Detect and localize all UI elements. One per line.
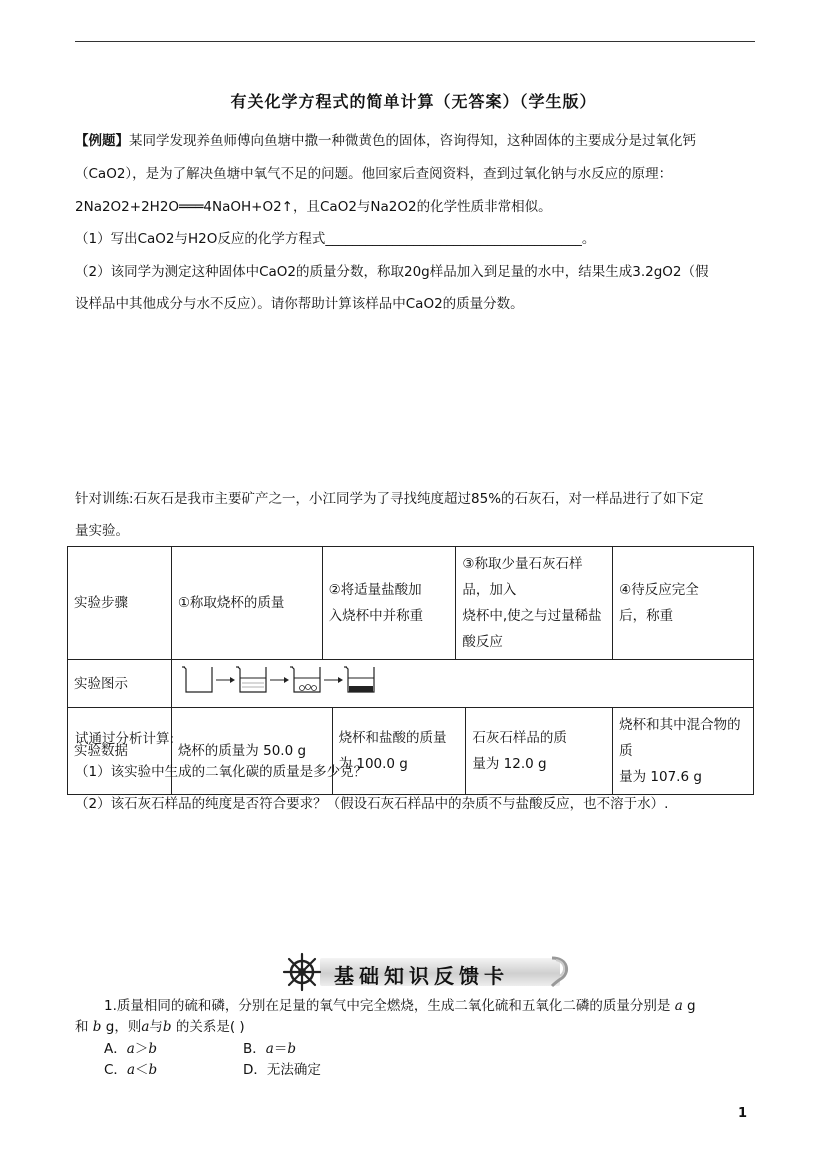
row-header-diagram: 实验图示 (68, 660, 172, 708)
arrow-icon (270, 677, 289, 683)
section-banner (282, 952, 572, 992)
example-question-1: （1）写出CaO2与H2O反应的化学方程式______________________________________。 (75, 231, 596, 247)
training-line-1: 针对训练:石灰石是我市主要矿产之一，小江同学为了寻找纯度超过85%的石灰石，对一样品进行了如下定 (75, 491, 704, 507)
step-2: ②将适量盐酸加 入烧杯中并称重 (322, 547, 456, 660)
analysis-question-1: （1）该实验中生成的二氧化碳的质量是多少克？ (75, 764, 368, 780)
row-header-data: 实验数据 (68, 708, 172, 795)
beaker-acid-icon (236, 667, 266, 692)
banner-title: 基础知识反馈卡 (334, 964, 509, 988)
table-row-diagram (68, 660, 754, 708)
option-a[interactable]: A．a＞b (104, 1041, 157, 1057)
scroll-curl-icon (550, 956, 572, 988)
example-line-2: （CaO2），是为了解决鱼塘中氧气不足的问题。他回家后查阅资料，查到过氧化钠与水反应的原理： (75, 166, 673, 182)
page-title: 有关化学方程式的简单计算（无答案）（学生版） (230, 92, 597, 111)
arrow-icon (216, 677, 235, 683)
beaker-reacted-icon (344, 667, 374, 692)
data-mixture-mass: 烧杯和其中混合物的质 量为 107.6 g (613, 708, 754, 795)
example-label: 【例题】 (75, 133, 129, 149)
page-number: 1 (737, 1106, 747, 1121)
option-b[interactable]: B．a＝b (243, 1041, 296, 1057)
beaker-sample-icon (290, 667, 320, 692)
option-c[interactable]: C．a＜b (104, 1062, 158, 1078)
analysis-intro: 试通过分析计算: (75, 731, 175, 747)
option-d[interactable]: D．无法确定 (243, 1062, 321, 1078)
step-3: ③称取少量石灰石样品，加入 烧杯中,使之与过量稀盐酸反应 (456, 547, 613, 660)
analysis-question-2: （2）该石灰石样品的纯度是否符合要求？（假设石灰石样品中的杂质不与盐酸反应，也不溶于水）. (75, 796, 669, 812)
table-row-steps (68, 547, 754, 660)
training-line-2: 量实验。 (75, 523, 129, 539)
ship-wheel-icon (282, 952, 322, 992)
arrow-icon (324, 677, 343, 683)
example-text-1: 某同学发现养鱼师傅向鱼塘中撒一种微黄色的固体，咨询得知，这种固体的主要成分是过氧化钙 (129, 133, 696, 149)
example-line-3: 2Na2O2+2H2O═══4NaOH+O2↑，且CaO2与Na2O2的化学性质非常相似。 (75, 199, 552, 215)
row-header-steps: 实验步骤 (68, 547, 172, 660)
step-1: ①称取烧杯的质量 (171, 547, 322, 660)
experiment-diagram-cell (171, 660, 753, 708)
data-sample-mass: 石灰石样品的质 量为 12.0 g (466, 708, 613, 795)
data-beaker-acid-mass: 烧杯和盐酸的质量 为 100.0 g (332, 708, 466, 795)
example-question-2-line-2: 设样品中其他成分与水不反应）。请你帮助计算该样品中CaO2的质量分数。 (75, 296, 524, 312)
step-4: ④待反应完全 后，称重 (613, 547, 754, 660)
example-line-1 (75, 131, 755, 151)
example-question-2-line-1: （2）该同学为测定这种固体中CaO2的质量分数，称取20g样品加入到足量的水中，结果生成3.2gO2（假 (75, 264, 709, 280)
header-rule (75, 41, 755, 42)
question-1-line-2: 和 b g，则a与b 的关系是( ) (75, 1019, 245, 1035)
data-beaker-mass: 烧杯的质量为 50.0 g (171, 708, 332, 795)
question-1-line-1: 1.质量相同的硫和磷，分别在足量的氧气中完全燃烧，生成二氧化硫和五氧化二磷的质量分别是 a g (104, 998, 696, 1014)
beaker-sequence-diagram (178, 662, 378, 696)
experiment-table (67, 546, 754, 795)
beaker-empty-icon (182, 667, 212, 692)
